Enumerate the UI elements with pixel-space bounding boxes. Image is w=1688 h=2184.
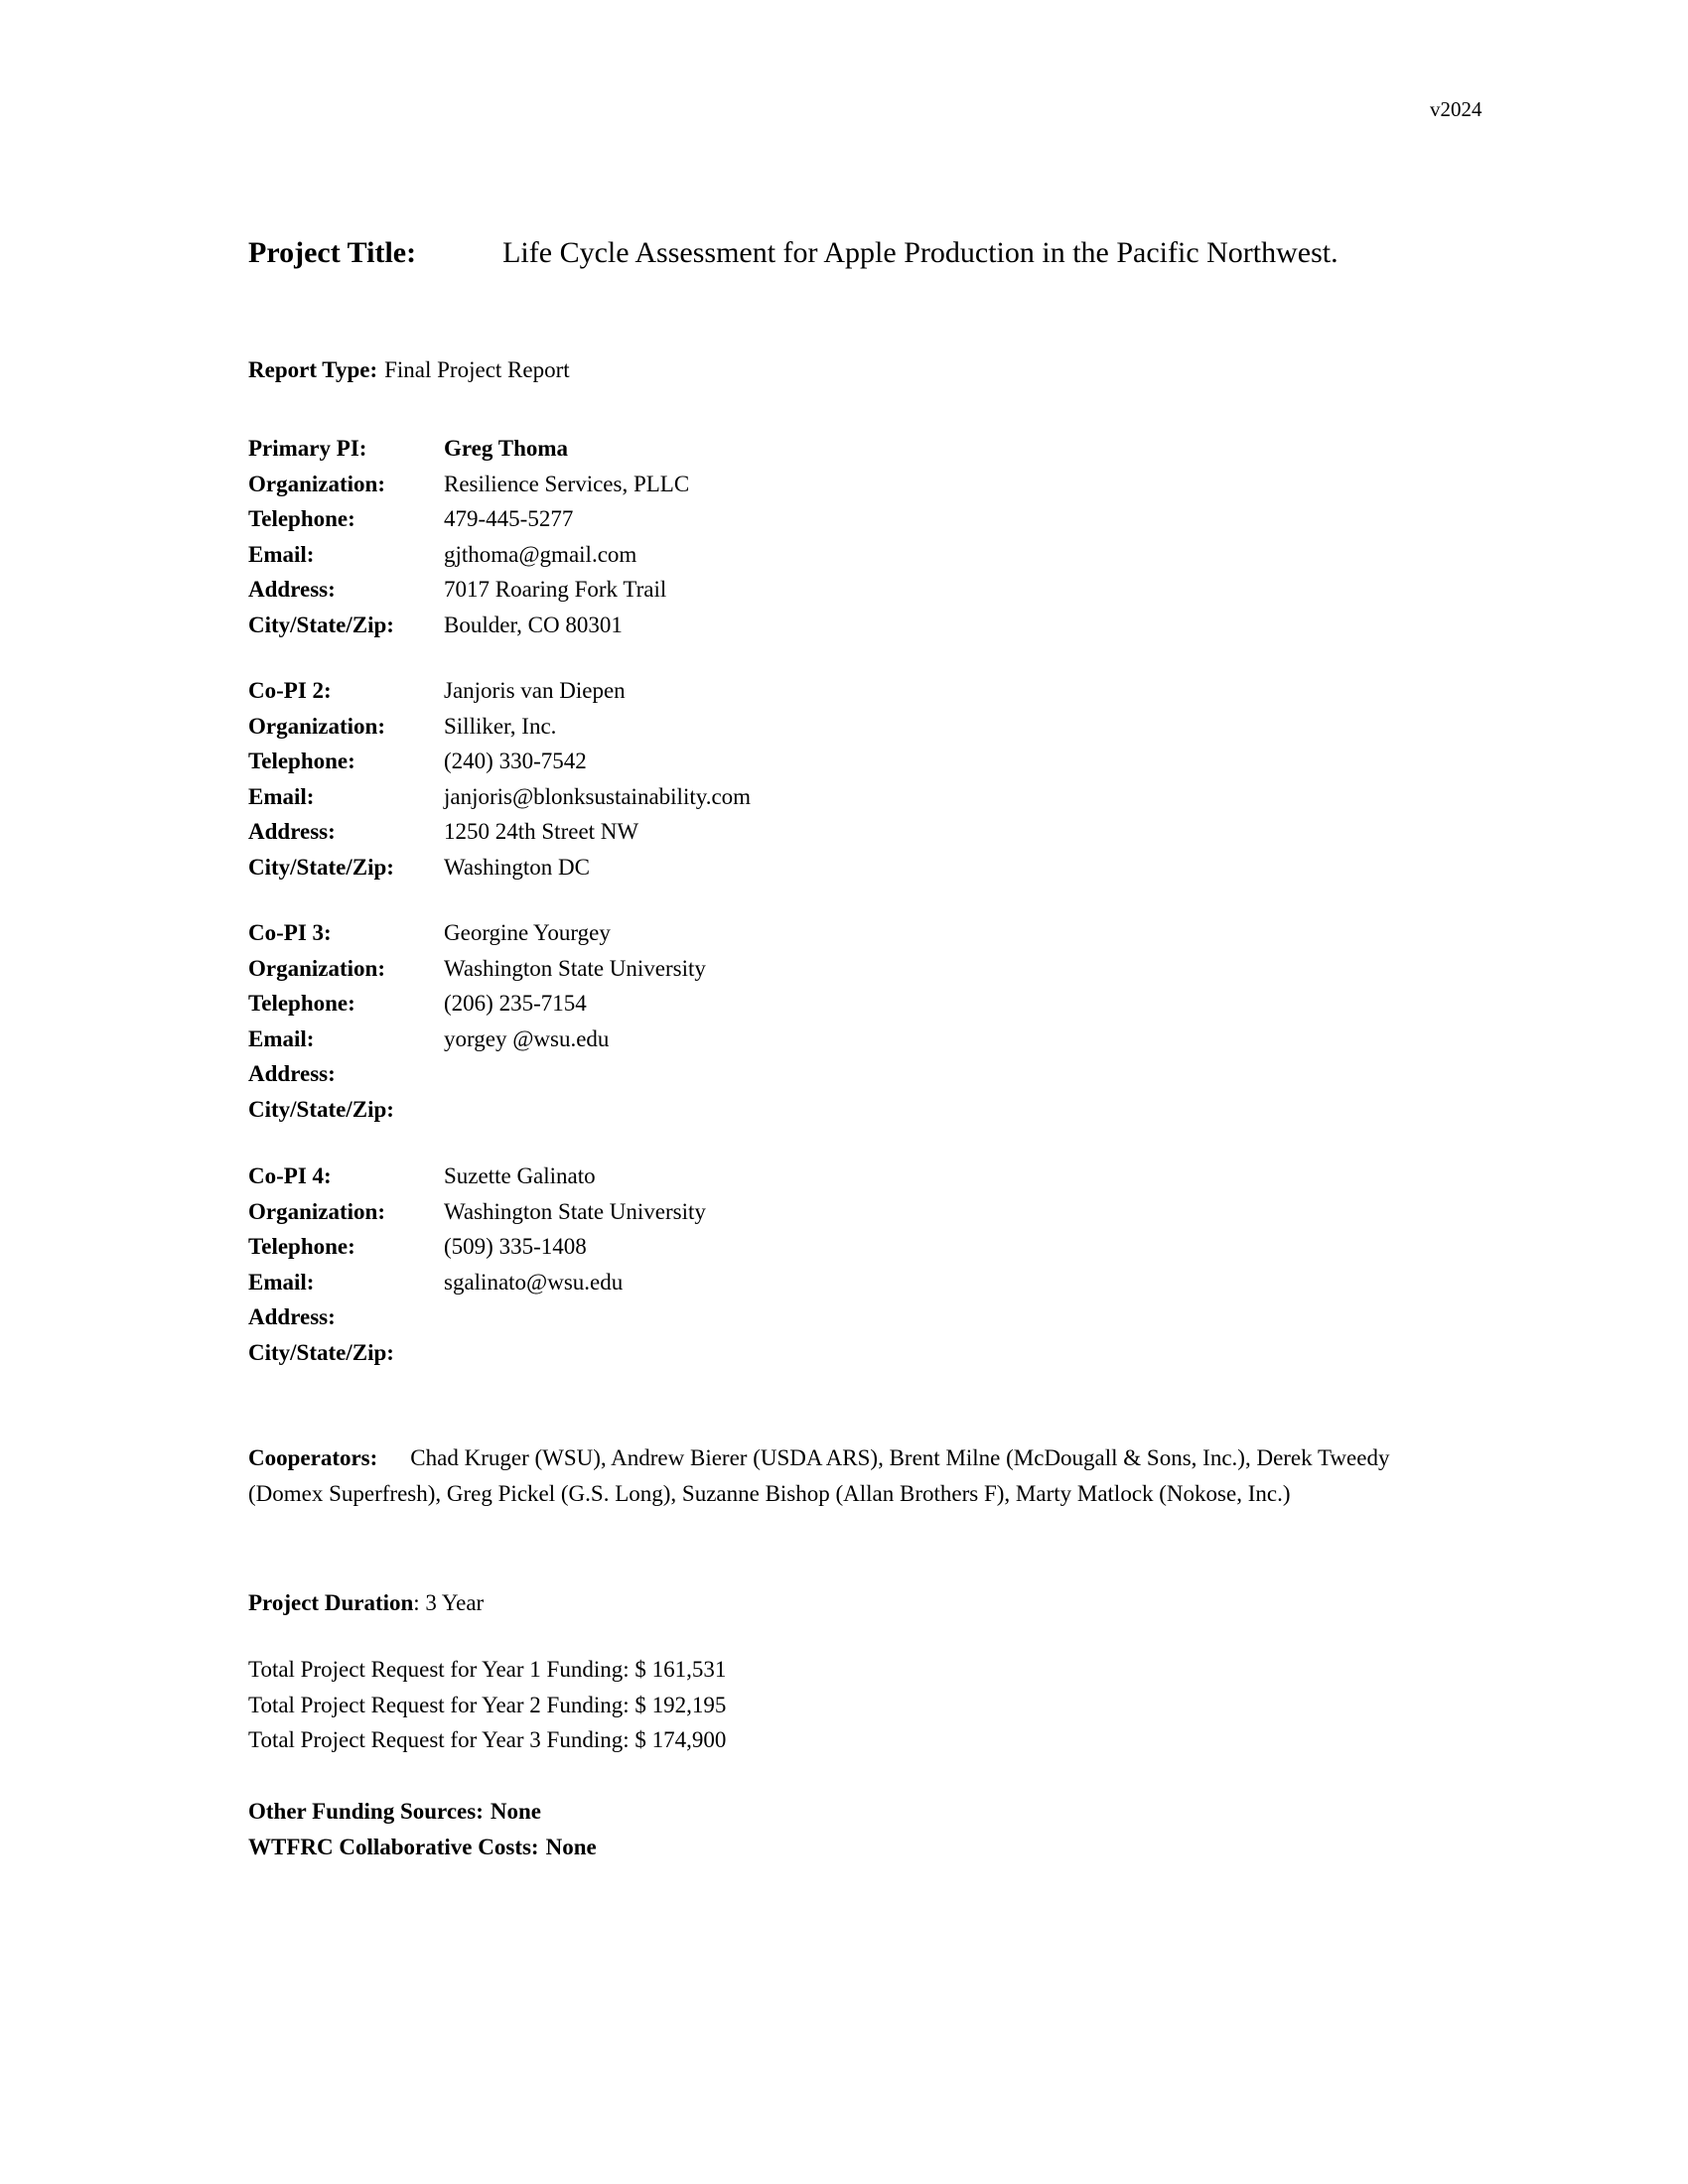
project-title [248, 232, 1465, 274]
version-tag: v2024 [1430, 97, 1482, 121]
contact-row-role [248, 915, 1465, 951]
email-value: gjthoma@gmail.com [444, 541, 637, 567]
contact-row-city-state-zip [248, 850, 1465, 886]
address-label: Address: [248, 1304, 336, 1329]
contact-name: Georgine Yourgey [444, 920, 611, 945]
wtfrc-costs-label: WTFRC Collaborative Costs: [248, 1834, 539, 1859]
role-label: Primary PI: [248, 436, 367, 461]
funding-year-3-line: Total Project Request for Year 3 Funding: $ 174,900 [248, 1727, 727, 1752]
funding-year-1-line: Total Project Request for Year 1 Funding: $ 161,531 [248, 1657, 727, 1682]
contact-row-telephone [248, 744, 1465, 779]
city-state-zip-label: City/State/Zip: [248, 1096, 394, 1122]
email-value: yorgey @wsu.edu [444, 1025, 610, 1051]
city-state-zip-value [444, 1335, 1465, 1371]
other-funding-value: None [490, 1799, 541, 1824]
contact-row-city-state-zip [248, 608, 1465, 643]
report-type-line [248, 352, 1465, 388]
project-duration-value: : 3 Year [413, 1590, 485, 1615]
address-value: 7017 Roaring Fork Trail [444, 577, 667, 602]
city-state-zip-value: Boulder, CO 80301 [444, 612, 623, 637]
contact-row-email [248, 537, 1465, 573]
email-label: Email: [248, 783, 315, 809]
contact-row-telephone [248, 1229, 1465, 1265]
organization-label: Organization: [248, 713, 385, 739]
address-value: 1250 24th Street NW [444, 819, 639, 844]
organization-value: Resilience Services, PLLC [444, 471, 690, 496]
contact-name: Janjoris van Diepen [444, 678, 626, 703]
project-title-text: Life Cycle Assessment for Apple Production in the Pacific Northwest. [502, 236, 1338, 269]
cooperators-value: Chad Kruger (WSU), Andrew Bierer (USDA ARS), Brent Milne (McDougall & Sons, Inc.), Derek Tweedy (Domex Superfresh), Greg Pickel (G.S. Long), Suzanne Bishop (Allan Brothers F), Marty Matlock (Nokose, Inc.) [248, 1445, 1390, 1506]
telephone-value: (509) 335-1408 [444, 1234, 587, 1259]
organization-value: Washington State University [444, 1198, 706, 1224]
contact-block-co-pi-3 [248, 915, 1465, 1127]
role-label: Co-PI 3: [248, 920, 332, 945]
telephone-label: Telephone: [248, 506, 355, 531]
contact-row-address [248, 1056, 1465, 1092]
address-label: Address: [248, 577, 336, 602]
telephone-value: (206) 235-7154 [444, 991, 587, 1016]
city-state-zip-label: City/State/Zip: [248, 612, 394, 637]
city-state-zip-value: Washington DC [444, 854, 591, 880]
contact-row-role [248, 1159, 1465, 1194]
contact-name: Suzette Galinato [444, 1163, 596, 1188]
contact-row-organization [248, 467, 1465, 502]
contact-row-telephone [248, 986, 1465, 1022]
contact-row-address [248, 572, 1465, 608]
address-value [444, 1299, 1465, 1335]
report-type-label: Report Type: [248, 357, 378, 382]
telephone-label: Telephone: [248, 1234, 355, 1259]
other-funding-block [248, 1794, 1465, 1864]
contact-row-address [248, 1299, 1465, 1335]
contact-block-primary-pi [248, 431, 1465, 642]
contact-row-role [248, 431, 1465, 467]
project-duration-label: Project Duration [248, 1590, 414, 1615]
contact-row-telephone [248, 501, 1465, 537]
contact-row-email [248, 1022, 1465, 1057]
contact-block-co-pi-2 [248, 673, 1465, 885]
city-state-zip-label: City/State/Zip: [248, 854, 394, 880]
contact-row-city-state-zip [248, 1092, 1465, 1128]
wtfrc-costs-value: None [545, 1834, 597, 1859]
email-label: Email: [248, 1025, 315, 1051]
contact-row-email [248, 779, 1465, 815]
organization-value: Washington State University [444, 955, 706, 981]
project-duration-line [248, 1585, 1465, 1621]
telephone-label: Telephone: [248, 991, 355, 1016]
email-value: janjoris@blonksustainability.com [444, 783, 752, 809]
organization-label: Organization: [248, 955, 385, 981]
contact-block-co-pi-4 [248, 1159, 1465, 1370]
email-value: sgalinato@wsu.edu [444, 1269, 624, 1295]
contact-row-organization [248, 1194, 1465, 1230]
funding-request-lines [248, 1652, 1465, 1758]
contact-row-role [248, 673, 1465, 709]
address-label: Address: [248, 1061, 336, 1086]
role-label: Co-PI 2: [248, 678, 332, 703]
wtfrc-costs-line [248, 1830, 1465, 1865]
telephone-value: 479-445-5277 [444, 506, 574, 531]
report-type-value: Final Project Report [384, 357, 570, 382]
cooperators-paragraph [248, 1440, 1465, 1511]
contact-name: Greg Thoma [444, 436, 569, 461]
other-funding-label: Other Funding Sources: [248, 1799, 484, 1824]
email-label: Email: [248, 541, 315, 567]
telephone-value: (240) 330-7542 [444, 749, 587, 773]
role-label: Co-PI 4: [248, 1163, 332, 1188]
contact-row-organization [248, 951, 1465, 987]
cooperators-label: Cooperators: [248, 1445, 378, 1470]
contact-row-organization [248, 709, 1465, 745]
contact-row-email [248, 1265, 1465, 1300]
organization-label: Organization: [248, 1198, 385, 1224]
contact-row-city-state-zip [248, 1335, 1465, 1371]
funding-year-2-line: Total Project Request for Year 2 Funding: $ 192,195 [248, 1692, 727, 1717]
city-state-zip-label: City/State/Zip: [248, 1339, 394, 1365]
email-label: Email: [248, 1269, 315, 1295]
city-state-zip-value [444, 1092, 1465, 1128]
contact-row-address [248, 814, 1465, 850]
address-value [444, 1056, 1465, 1092]
project-title-label: Project Title: [248, 236, 417, 269]
address-label: Address: [248, 819, 336, 844]
organization-value: Silliker, Inc. [444, 713, 557, 739]
other-funding-line [248, 1794, 1465, 1830]
organization-label: Organization: [248, 471, 385, 496]
telephone-label: Telephone: [248, 749, 355, 773]
